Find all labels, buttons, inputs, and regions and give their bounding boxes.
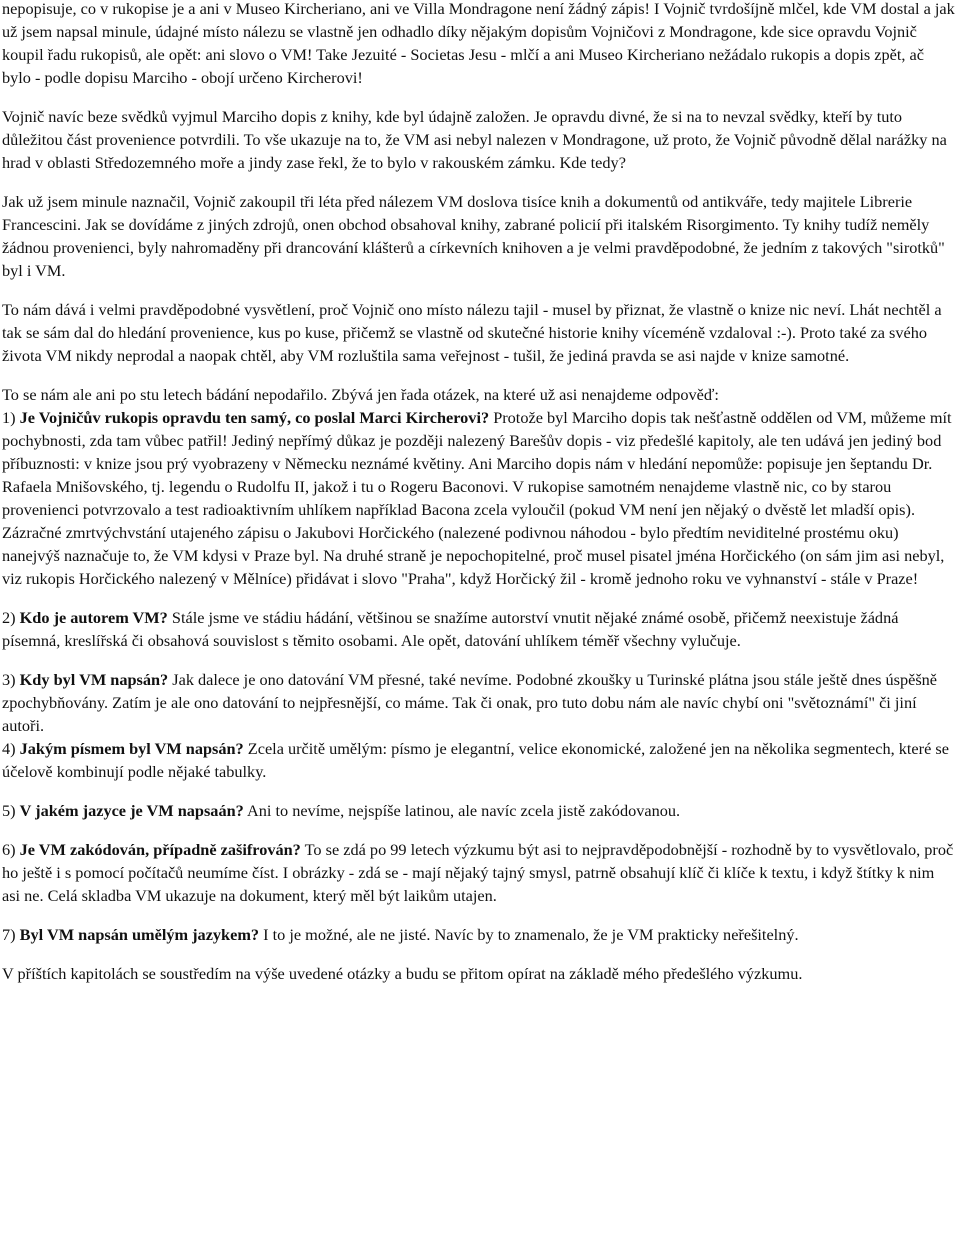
question-answer: Ani to nevíme, nejspíše latinou, ale navíc zcela jistě zakódovanou. (246, 801, 681, 820)
question-3 (2, 668, 956, 737)
question-answer: Zcela určitě umělým: písmo je elegantní, velice ekonomické, založené jen na několika segmentech, které se účelově kombinují podle nějaké tabulky. (2, 739, 949, 781)
paragraph-3: Jak už jsem minule naznačil, Vojnič zakoupil tři léta před nálezem VM doslova tisíce knih a dokumentů od antikváře, tedy majitele Librerie Francescini. Jak se dovídáme z jiných zdrojů, onen obchod obsahoval knihy, zabrané policií při italském Risorgimento. Ty knihy tudíž neměly žádnou provenienci, byly nahromaděny při drancování klášterů a církevních knihoven a je velmi pravděpodobné, že jedním z takových "sirotků" byl i VM. (2, 192, 945, 280)
question-answer: To se zdá po 99 letech výzkumu být asi to nejpravděpodobnější - rozhodně by to vysvětlovalo, proč ho ještě i s pomocí počítačů neumíme číst. I obrázky - zdá se - mají nějaký tajný smysl, patrně obsahují klíč či klíče k textu, i když štítky k nim asi ne. Celá skladba VM ukazuje na dokument, který měl být laikům utajen. (2, 840, 954, 905)
question-number: 3) (2, 670, 16, 689)
question-6 (2, 838, 956, 907)
question-heading: Kdo je autorem VM? (19, 608, 168, 627)
question-4 (2, 737, 956, 783)
paragraph-5-intro: To se nám ale ani po stu letech bádání nepodařilo. Zbývá jen řada otázek, na které už asi nenajdeme odpověď: (2, 385, 719, 404)
question-heading: V jakém jazyce je VM napsaán? (19, 801, 244, 820)
question-heading: Jakým písmem byl VM napsán? (19, 739, 244, 758)
question-heading: Byl VM napsán umělým jazykem? (19, 925, 260, 944)
question-number: 1) (2, 408, 16, 427)
question-number: 6) (2, 840, 16, 859)
paragraph-1: nepopisuje, co v rukopise je a ani v Museo Kircheriano, ani ve Villa Mondragone není žádný zápis! I Vojnič tvrdošíjně mlčel, kde VM dostal a jak už jsem napsal minule, údajné místo nálezu se vlastně jen odhadlo díky nějakým dopisům Vojničovi z Mondragone, kde sice opravdu Vojnič koupil řadu rukopisů, ale opět: ani slovo o VM! Take Jezuité - Societas Jesu - mlčí a ani Museo Kircheriano nežádalo rukopis a dopis zpět, ač bylo - podle dopisu Marciho - obojí určeno Kircherovi! (2, 0, 955, 87)
question-number: 2) (2, 608, 16, 627)
question-2 (2, 606, 956, 652)
question-1 (2, 406, 956, 590)
question-answer: Jak dalece je ono datování VM přesné, také nevíme. Podobné zkoušky u Turinské plátna jsou stále ještě dnes úspěšně zpochybňovány. Zatím je ale ono datování to nejpřesnější, co máme. Tak či onak, pro tuto dobu nám ale navíc chybí oni "světoznámí" či jiní autoři. (2, 670, 938, 735)
paragraph-2: Vojnič navíc beze svědků vyjmul Marciho dopis z knihy, kde byl údajně založen. Je opravdu divné, že si na to nevzal svědky, kteří by tuto důležitou část provenience potvrdili. To vše ukazuje na to, že VM asi nebyl nalezen v Mondragone, už proto, že Vojnič původně dělal narážky na hrad v oblasti Středozemného moře a jindy zase řekl, že to bylo v rakouském zámku. Kde tedy? (2, 107, 947, 172)
question-heading: Kdy byl VM napsán? (19, 670, 169, 689)
closing-paragraph: V příštích kapitolách se soustředím na výše uvedené otázky a budu se přitom opírat na základě mého předešlého výzkumu. (2, 964, 803, 983)
question-heading: Je VM zakódován, případně zašifrován? (19, 840, 301, 859)
question-7 (2, 923, 956, 946)
question-number: 5) (2, 801, 16, 820)
question-answer: I to je možné, ale ne jisté. Navíc by to znamenalo, že je VM prakticky neřešitelný. (263, 925, 799, 944)
question-5 (2, 799, 956, 822)
question-answer: Protože byl Marciho dopis tak nešťastně oddělen od VM, můžeme mít pochybnosti, zda tam vůbec patřil! Jediný nepřímý důkaz je později nalezený Barešův dopis - viz předešlé kapitoly, ale ten udává jen jediný bod příbuznosti: v knize jsou prý vyobrazeny v Německu neznámé květiny. Ani Marciho dopis nám v hledání nepomůže: popisuje jen šeptandu Dr. Rafaela Mnišovského, tj. legendu o Rudolfu II, jakož i tu o Rogeru Baconovi. V rukopise samotném nenajdeme vlastně nic, co by starou provenienci potvrzovalo a test radioaktivním uhlíkem například Bacona zcela vyloučil (pokud VM není jen nějaký o dvěstě let mladší opis). Zázračné zmrtvýchvstání utajeného zápisu o Jakubovi Horčického (nalezené podivnou náhodou - bylo předtím neviditelné prostému oku) nanejvýš naznačuje to, že VM kdysi v Praze byl. Na druhé straně je nepochopitelné, proč musel pisatel jména Horčického (on sám jim asi nebyl, viz rukopis Horčického nalezený v Mělníce) přidávat i slovo "Praha", když Horčický žil - kromě jednoho roku ve vyhnanství - stále v Praze! (2, 408, 952, 588)
question-answer: Stále jsme ve stádiu hádání, většinou se snažíme autorství vnutit nějaké známé osobě, přičemž neexistuje žádná písemná, kreslířská či obsahová souvislost s těmito osobami. Ale opět, datování uhlíkem téměř všechny vylučuje. (2, 608, 899, 650)
document-body (2, 0, 956, 985)
question-number: 7) (2, 925, 16, 944)
paragraph-4: To nám dává i velmi pravděpodobné vysvětlení, proč Vojnič ono místo nálezu tajil - musel by přiznat, že vlastně o knize nic neví. Lhát nechtěl a tak se sám dal do hledání provenience, kus po kuse, přičemž se vlastně od skutečné historie knihy víceméně vzdaloval :-). Proto také za svého života VM nikdy neprodal a naopak chtěl, aby VM rozluštila sama veřejnost - tušil, že jediná pravda se asi najde v knize samotné. (2, 300, 942, 365)
question-heading: Je Vojničův rukopis opravdu ten samý, co poslal Marci Kircherovi? (19, 408, 490, 427)
question-number: 4) (2, 739, 16, 758)
